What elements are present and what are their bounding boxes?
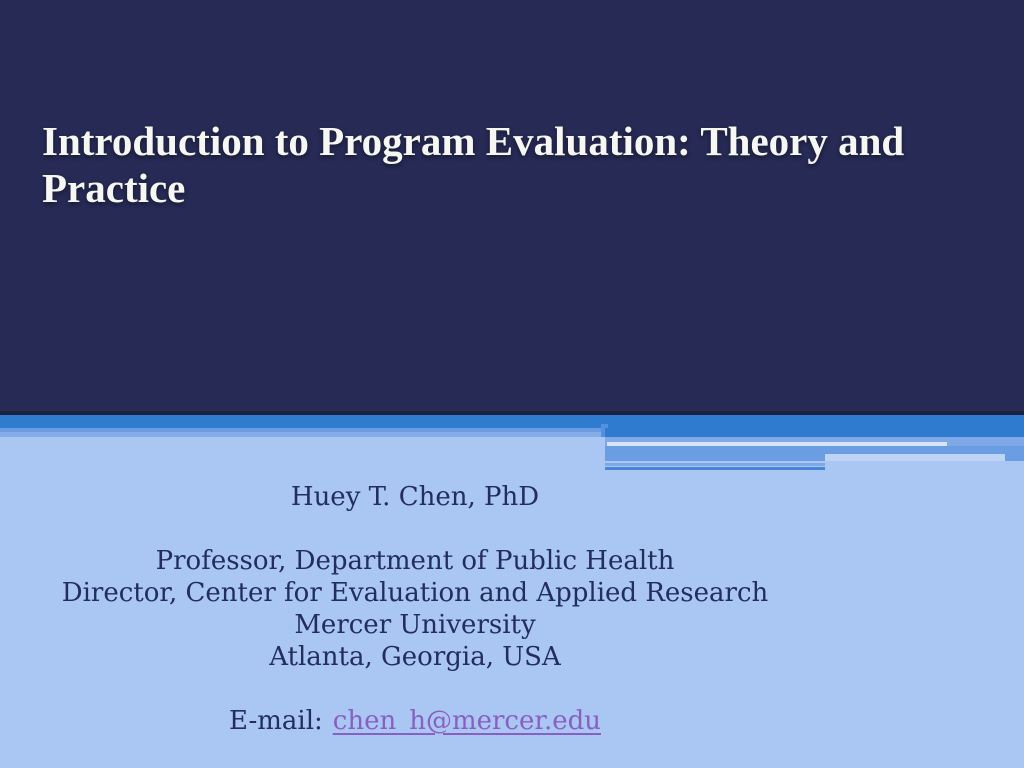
- author-role-1: Professor, Department of Public Health: [155, 546, 675, 576]
- email-link[interactable]: chen_h@mercer.edu: [332, 706, 601, 736]
- divider-right-thin-stripe-2: [605, 467, 825, 470]
- author-name: Huey T. Chen, PhD: [290, 482, 540, 512]
- author-role-2: Director, Center for Evaluation and Applied Research: [61, 578, 769, 608]
- byline-block: [25, 481, 805, 737]
- divider-blue-band: [0, 415, 1024, 428]
- slide-title: Introduction to Program Evaluation: Theory and Practice: [42, 118, 905, 211]
- divider-left-band-2: [0, 432, 605, 437]
- spacer: [25, 673, 805, 705]
- divider-right-thin-stripe-1: [605, 463, 825, 466]
- spacer: [25, 513, 805, 545]
- email-label: E-mail:: [228, 706, 323, 736]
- author-org: Mercer University: [294, 610, 536, 640]
- divider-right-row-d: [605, 446, 1024, 454]
- divider-right-step-light: [825, 454, 1005, 461]
- divider-right-row-a: [605, 428, 1024, 437]
- author-location: Atlanta, Georgia, USA: [269, 642, 561, 672]
- email-line: [25, 705, 805, 737]
